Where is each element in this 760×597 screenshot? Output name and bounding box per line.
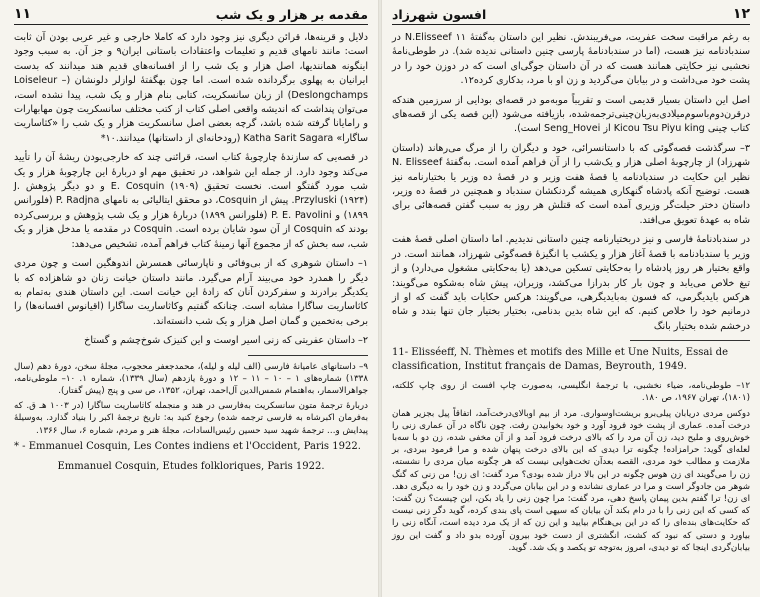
- right-page-number: ۱۲: [732, 6, 750, 22]
- left-page-header: [14, 6, 368, 25]
- left-paragraph-4: ۲– داستان عفریتی که زنی اسیر اوست و این کنیزک شوخ‌چشم و گستاخ: [84, 335, 368, 347]
- right-paragraph-1: به رغم مراقبت سخت عفریت، می‌فریبندش. نظیر این داستان به‌گفتهٔ N.Elisseef ۱۱ در سندبادنامه نیز هست، (اما در سندبادنامهٔ پارسی چنین داستانی ندیده شد). در طوطی‌نامهٔ نخشبی نیز حکایتی همانند هست که در آن داستان جوگی‌ای است که در دوزن خود را در پشت خود می‌داشت و در بیابان می‌گردید و زن او با مرد، بدکاری کرده۱۲.: [392, 32, 750, 87]
- left-page-body: [14, 31, 368, 349]
- right-footnote-2: دوکس مردی دریابان پیلی‌برو بریشت‌اوسواری. مرد از بیم اوبالای‌درخت‌آمد، اتفاقاً پیل بجزیر همان درخت آمده. عماری از پشت خود فرود آورد و خود بخوابیدن رفت. چون ناگاه در آن عماری زنی را خوش‌روی و ملیح دید، زن آن مرد را که بالای درخت فرود آمد و از آن مخفی شده، زن دو با سه‌با لعله‌ای گوید: حرامزاده! چگونه ترا دیدی که این بالای درخت پنهان شده و مرا فرمود ببردی، بر ملازمت و مطالب خود مردی، القصه بعدآن تخت‌هوایی نیست که هر چگونه میان مردی را نشسته، زن را می‌گویند ای زن هوس چگونه در این بالا دراز شده بودی؟ مرد گفت: ای زن! من زنی که گنگ شوهر من جادوگر است و مرا در عماری نشانده و در این بیابان می‌گردد و زن خود را به دیگری دهد. ای زن! ترا گفتم بدین پیمان پاسخ دهی، مرد گفت: مرا چون زنی را یاد بکن، این چیست؟ زن گفت: که کسی که این زنی را با در دام بکند آن بیابان که سیهی است پای بندی کرده، گوید دگر زنی نیست که حکایت‌های بنده‌ای را که در این بی‌هنگام بیایید و این زن که از یک مرد دیده است، آنگاه زنی را بیاورد و دستی که نبود که کشت، انگشتری از دست خود بیرون آورده بدو داد و گفت این روز بیابان‌گردی اینجا که تو دیدی، امروز به‌توجه تو یکصد و یک شد. گوید.: [392, 408, 750, 553]
- left-paragraph-1: دلایل و قرینه‌ها، قرائن دیگری نیز وجود دارد که کاملا خارجی و غیر عربی بودن آن ثابت است: مانند نامهای قدیم و تعلیمات واعتقادات باستانی ایران۹ و جز آن. به سبب وجود اینگونه همانندیها، اصل هزار و یک شب را از افسانه‌های قدیم هند میدانند که بدست ایرانیان به پهلوی برگردانده شده است. اما چون بهگفتهٔ لوازلر دلونشان (Loiseleur – Deslongchamps) از زبان سانسکریت، کتابی بنام هزار و یک شب، پیدا نشده است، می‌توان پنداشت که اندیشه واقعی اصلی کتاب از کتب مختلف سانسکریت چون مهابهارات و رامایانا گرفته شده باشد، گرچه بعضی اصل سانسکریت هزار و یک شب را «کثاساریت ساگارا» Katha Sarit Sagara (رودخانه‌ای از داستانها) میدانند.۱۰*: [14, 32, 369, 144]
- right-footnote-en: 11- Elisséeff, N. Thèmes et motifs des Mille et Une Nuits, Essai de classification, Institut français de Damas, Beyrouth, 1949.: [392, 347, 728, 373]
- right-paragraph-3: ۳– سرگذشت قصه‌گوئی که با داستانسرائی، خود و دیگران را از مرگ می‌رهاند (داستان شهرزاد) از چارچوبهٔ اصلی هزار و یک‌شب را از آن فراهم آمده است. به‌گفتهٔ N. Elisseef نظیر این حکایت در سندبادنامه یا قصهٔ هفت وزیر و در قصهٔ ده وزیر یا بختیارنامه نیز هست. توضیح آنکه پادشاه گنهکاری همیشه گردنکشان سندباد و همچنین در قصهٔ ده وزیر، داستان دختر حیلت‌گر وزیری آمده است که قتلش هر روز به سبب گفتن قصه‌هائی برای شاه به عهدهٔ تعویق می‌افتد.: [392, 142, 750, 226]
- right-footnote-divider: [630, 340, 750, 341]
- right-footnote-1: ۱۲– طوطی‌نامه، ضیاء نخشبی، با ترجمهٔ انگلیسی، به‌صورت چاپ افست از روی چاپ کلکته، (۱۸۰۱)، تهران ۱۹۶۷، ص ۱۸۰.: [392, 381, 750, 404]
- left-footnotes: [14, 361, 368, 437]
- left-footnote-1: ۹– داستانهای عامیانهٔ فارسی (الف لیله و لیله)، محمدجعفر محجوب، مجلهٔ سخن، دورهٔ دهم (سال ۱۳۳۸) شماره‌های ۱ – ۱۰ – ۱۱ – ۱۲ و دورهٔ یازدهم (سال ۱۳۳۹)، شماره ۱. ۱۰– ملوطی‌نامه، جواهرالاسمار، به‌اهتمام شمس‌الدین آل‌احمد، تهران، ۱۳۵۲، ص سی و پنج (پیش گفتار).: [14, 361, 368, 396]
- right-page: [384, 0, 760, 597]
- book-gutter: [378, 0, 382, 597]
- right-page-header: [392, 6, 750, 25]
- left-paragraph-3: ۱– داستان شوهری که از بی‌وفائی و ناپارسائی همسرش اندوهگین است و چون مردی دیگر را همدرد خود می‌بیند آرام می‌گیرد. مانند داستان خیانت زنان دو شاهزاده که با یکدیگر برادرند و سفرکردن آنان که زادهٔ این خیانت است. این داستان هندی به‌تمام به کاثاساریت ساگارا مشابه است. چنانکه گفتیم وکاثاساریت ساگارا (اقیانوس افسانه‌ها) را برخی به‌تخمین و گمان اصل هزار و یک شب دانسته‌اند.: [14, 258, 368, 327]
- right-page-body: [392, 31, 750, 334]
- right-paragraph-2: اصل این داستان بسیار قدیمی است و تقریباً موبه‌مو در قصه‌ای بودایی از سرزمین هندکه درقرن‌دوم‌باسوم‌میلادی‌به‌زبان‌چینی‌ترجمه‌شده، بازیافته می‌شود (این قصه یکی از قصه‌های کتاب چینی Kicou Tsu Piyu king از Seng_Hovei است).: [392, 94, 750, 135]
- right-paragraph-4: در سندبادنامهٔ فارسی و نیز دربختیارنامه چنین داستانی ندیدیم. اما داستان اصلی قصهٔ هفت وزیر یا سندبادنامه با قصهٔ آغاز هزار و یکشب یا انگیزهٔ قصه‌گوئی شهرزاد، همانند است. در واقع بختیار هر روز پادشاه را به‌حکایتی تسکین می‌دهد (یا به‌حکایتی مشغول می‌دارد) و از تیغ خلاص می‌یابد و چون بار کار بدرازا می‌کشد، وزیران، پیش شاه به‌شکوه می‌گویند: هرکس بایدیگرمی، که فسون به‌بایدیگرهی، می‌گویند: هرکس حکایات باید گفت که او از درمانیم خود را خلاص کنیم. که این شاه بدین بدنامی، بختیار بختیار جان تنها بندد و شاه درخشم شده بختیار بانگ: [392, 234, 750, 332]
- left-footnote-divider: [248, 355, 368, 356]
- left-page-running-title: مقدمه بر هزار و یک شب: [215, 7, 368, 22]
- left-page-number: ۱۱: [14, 6, 32, 22]
- right-page-running-title: افسون شهرزاد: [392, 7, 487, 22]
- left-footnote-2: دربارهٔ ترجمهٔ متون سانسکریت به‌فارسی در هند و منجمله کاثاساریت ساگارا (در ۱۰۰۳ هـ ق. که به‌فرمان اکبرشاه به فارسی ترجمه شده) رجوع کنید به: تاریخ ترجمهٔ اکبر را بنیاد گذارد. به‌وسیلهٔ پیدایش و… ترجمهٔ شهید سید حسین رئیس‌السادات، مجلهٔ هنر و مردم، شماره ۶، سال ۱۳۶۶.: [14, 401, 368, 436]
- left-footnote-en-1: * - Emmanuel Cosquin, Les Contes indiens et l'Occident, Paris 1922.: [14, 440, 361, 452]
- left-paragraph-2: در قصه‌یی که سازندهٔ چارچوبهٔ کتاب است، قرائنی چند که خارجی‌بودن ریشهٔ آن را تأیید می‌کند وجود دارد. از جمله این شواهد، در تحقیق مهم او دربارهٔ این چارچوبهٔ هزار و یک شب مورد گفتگو است. نخست تحقیق E. Cosquin (۱۹۰۹) و دو دیگر پژوهش J. Przyluski (۱۹۲۴). پیش از Cosquin، دو محقق ایتالیائی به نامهای P. Radjna (فلورانس ۱۸۹۹) و P. E. Pavolini (فلورانس ۱۸۹۹) دربارهٔ هزار و یک شب پژوهش و بررسی‌کرده بودند که Cosquin از آن سود شایان برده است. Cosquin در مقدمه یا مدخل هزار و یک شب، سه بخش که از مجموع آنها زمینهٔ کتاب فراهم آمده، تشخیص می‌دهد:: [14, 152, 368, 250]
- left-page: [0, 0, 376, 597]
- left-footnote-en-2: Emmanuel Cosquin, Etudes folkloriques, Paris 1922.: [57, 460, 325, 472]
- right-footnotes: [392, 380, 750, 554]
